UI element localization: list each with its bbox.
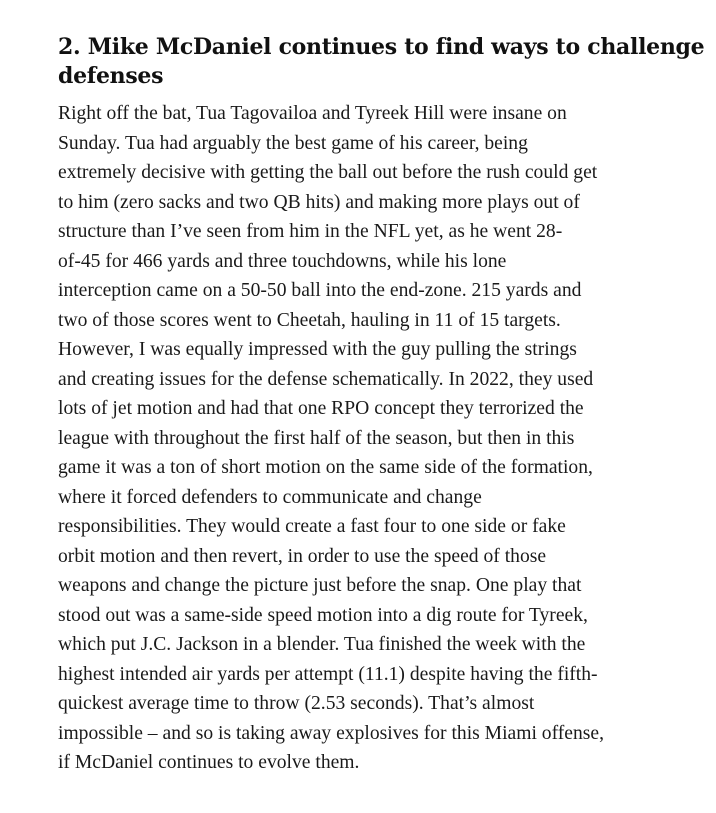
paragraph-line: of-45 for 466 yards and three touchdowns, while his lone <box>58 250 507 272</box>
paragraph-line: However, I was equally impressed with the guy pulling the strings <box>58 339 577 360</box>
paragraph-line: league with throughout the first half of the season, but then in this <box>58 427 575 449</box>
paragraph-line: interception came on a 50-50 ball into the end-zone. 215 yards and <box>58 280 582 301</box>
heading-line: 2. Mike McDaniel continues to find ways to challenge <box>58 34 705 60</box>
paragraph-line: quickest average time to throw (2.53 seconds). That’s almost <box>58 693 535 714</box>
paragraph-line: highest intended air yards per attempt (11.1) despite having the fifth- <box>58 663 598 685</box>
paragraph-line: to him (zero sacks and two QB hits) and making more plays out of <box>58 191 580 213</box>
paragraph-line: orbit motion and then revert, in order to use the speed of those <box>58 545 547 567</box>
paragraph-line: responsibilities. They would create a fast four to one side or fake <box>58 516 566 537</box>
paragraph-line: lots of jet motion and had that one RPO concept they terrorized the <box>58 398 584 419</box>
paragraph-line: and creating issues for the defense schematically. In 2022, they used <box>58 368 594 390</box>
article-heading <box>58 33 705 91</box>
paragraph-line: weapons and change the picture just before the snap. One play that <box>58 575 582 596</box>
heading-line: defenses <box>58 63 164 89</box>
paragraph-line: Sunday. Tua had arguably the best game of his career, being <box>58 132 528 154</box>
paragraph-line: extremely decisive with getting the ball out before the rush could get <box>58 162 598 183</box>
paragraph-line: two of those scores went to Cheetah, hauling in 11 of 15 targets. <box>58 309 561 331</box>
paragraph-line: game it was a ton of short motion on the same side of the formation, <box>58 457 593 478</box>
paragraph-line: which put J.C. Jackson in a blender. Tua finished the week with the <box>58 634 586 655</box>
paragraph-line: where it forced defenders to communicate and change <box>58 486 482 508</box>
paragraph-line: impossible – and so is taking away explosives for this Miami offense, <box>58 722 605 744</box>
article-paragraph <box>58 99 670 778</box>
paragraph-line: structure than I’ve seen from him in the NFL yet, as he went 28- <box>58 221 563 242</box>
paragraph-line: if McDaniel continues to evolve them. <box>58 752 360 773</box>
paragraph-line: stood out was a same-side speed motion into a dig route for Tyreek, <box>58 604 588 626</box>
paragraph-line: Right off the bat, Tua Tagovailoa and Tyreek Hill were insane on <box>58 103 567 124</box>
article <box>58 33 705 778</box>
